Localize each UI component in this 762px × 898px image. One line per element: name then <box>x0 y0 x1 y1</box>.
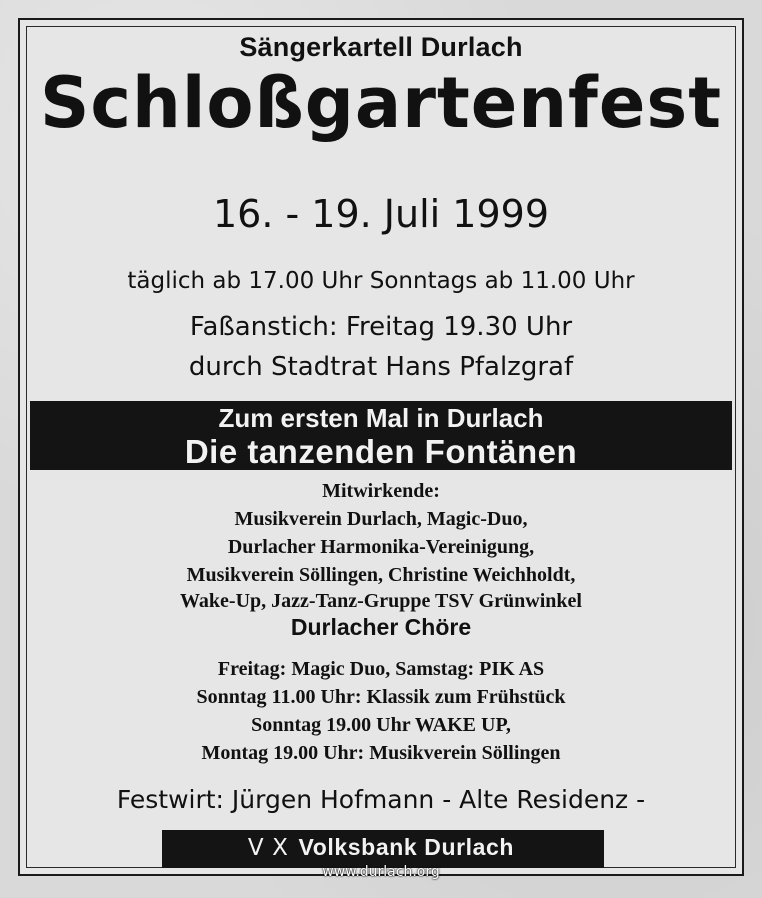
volksbank-logo-icon: V X <box>247 835 289 861</box>
schedule-line: Freitag: Magic Duo, Samstag: PIK AS <box>217 658 545 680</box>
performers-line: Durlacher Harmonika-Vereinigung, <box>227 536 535 558</box>
event-dates: 16. - 19. Juli 1999 <box>212 192 549 236</box>
keg-tapping-by: durch Stadtrat Hans Pfalzgraf <box>188 352 574 382</box>
schedule-line: Sonntag 11.00 Uhr: Klassik zum Frühstück <box>196 686 566 708</box>
highlight-line-2: Die tanzenden Fontänen <box>184 433 578 470</box>
performers-line: Musikverein Durlach, Magic-Duo, <box>234 508 528 530</box>
schedule-line: Sonntag 19.00 Uhr WAKE UP, <box>251 714 511 736</box>
performers-line: Musikverein Söllingen, Christine Weichholdt, <box>186 564 576 586</box>
choirs-line: Durlacher Chöre <box>290 614 472 640</box>
highlight-line-1: Zum ersten Mal in Durlach <box>218 403 544 433</box>
website-watermark: www.durlach.org <box>322 864 440 880</box>
sponsor-label <box>26 834 736 861</box>
sponsor-name: Volksbank Durlach <box>298 834 515 860</box>
schedule-line: Montag 19.00 Uhr: Musikverein Söllingen <box>201 742 561 764</box>
organizer-name: Sängerkartell Durlach <box>239 32 523 62</box>
festival-host: Festwirt: Jürgen Hofmann - Alte Residenz - <box>116 785 646 814</box>
performers-heading: Mitwirkende: <box>322 480 440 502</box>
event-title: Schloßgartenfest <box>40 62 722 144</box>
opening-hours: täglich ab 17.00 Uhr Sonntags ab 11.00 Uhr <box>127 268 635 294</box>
performers-line: Wake-Up, Jazz-Tanz-Gruppe TSV Grünwinkel <box>180 590 582 612</box>
keg-tapping-time: Faßanstich: Freitag 19.30 Uhr <box>189 312 573 342</box>
